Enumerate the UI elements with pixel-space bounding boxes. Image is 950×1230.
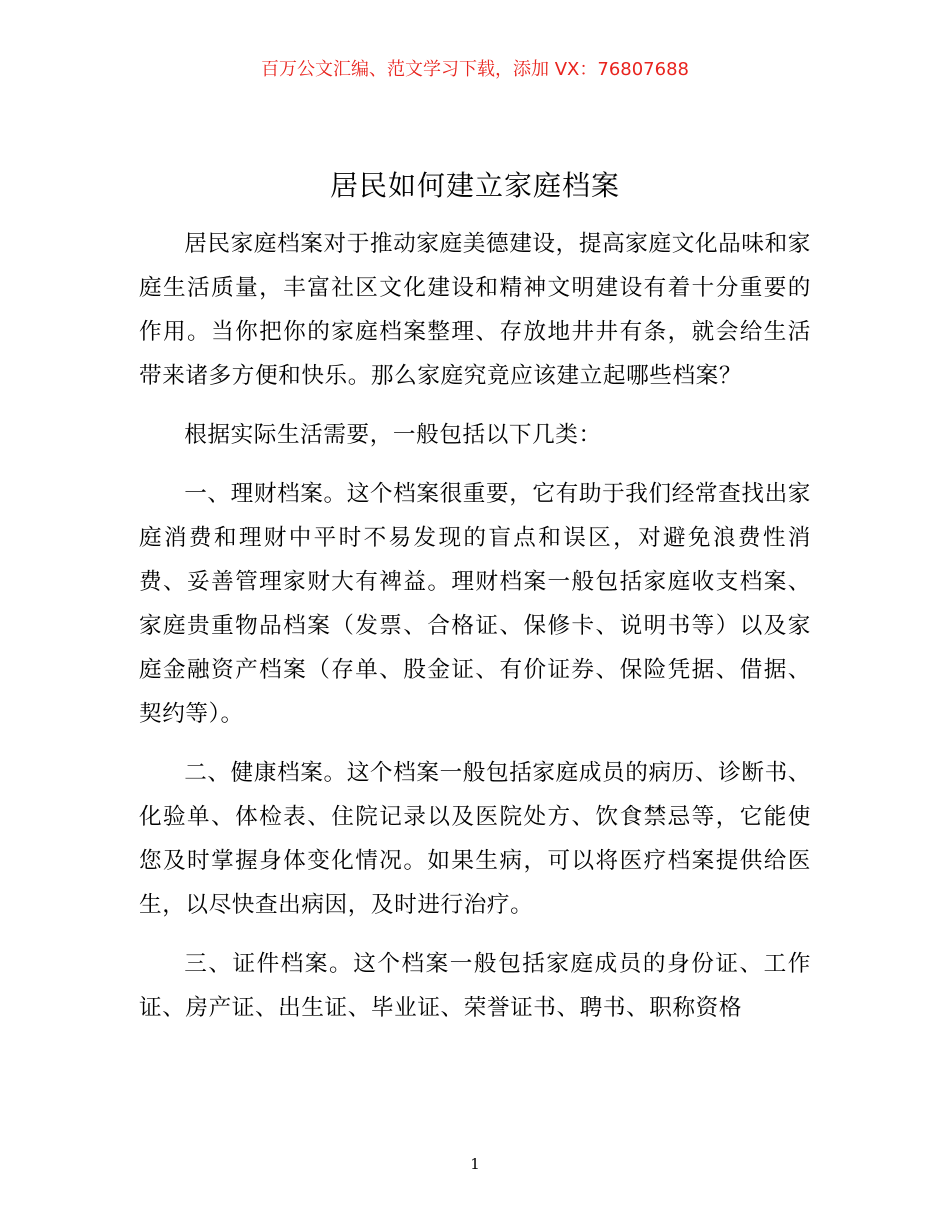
paragraph-certificate-archive: 三、证件档案。这个档案一般包括家庭成员的身份证、工作证、房产证、出生证、毕业证、荣誉证书、聘书、职称资格 — [139, 951, 811, 1021]
header-promo-note: 百万公文汇编、范文学习下载，添加 VX：76807688 — [261, 59, 689, 80]
paragraph-intro: 居民家庭档案对于推动家庭美德建设，提高家庭文化品味和家庭生活质量，丰富社区文化建设和精神文明建设有着十分重要的作用。当你把你的家庭档案整理、存放地井井有条，就会给生活带来诸多方便和快乐。那么家庭究竟应该建立起哪些档案？ — [139, 231, 811, 389]
page-number: 1 — [470, 1155, 480, 1173]
paragraph-health-archive: 二、健康档案。这个档案一般包括家庭成员的病历、诊断书、化验单、体检表、住院记录以及医院处方、饮食禁忌等，它能使您及时掌握身体变化情况。如果生病，可以将医疗档案提供给医生，以尽快查出病因，及时进行治疗。 — [139, 760, 811, 918]
paragraph-categories: 根据实际生活需要，一般包括以下几类： — [184, 422, 602, 448]
document-body — [139, 222, 811, 1045]
paragraph-finance-archive: 一、理财档案。这个档案很重要，它有助于我们经常查找出家庭消费和理财中平时不易发现的盲点和误区，对避免浪费性消费、妥善管理家财大有裨益。理财档案一般包括家庭收支档案、家庭贵重物品档案（发票、合格证、保修卡、说明书等）以及家庭金融资产档案（存单、股金证、有价证券、保险凭据、借据、契约等）。 — [139, 481, 811, 727]
page-title: 居民如何建立家庭档案 — [329, 169, 620, 202]
